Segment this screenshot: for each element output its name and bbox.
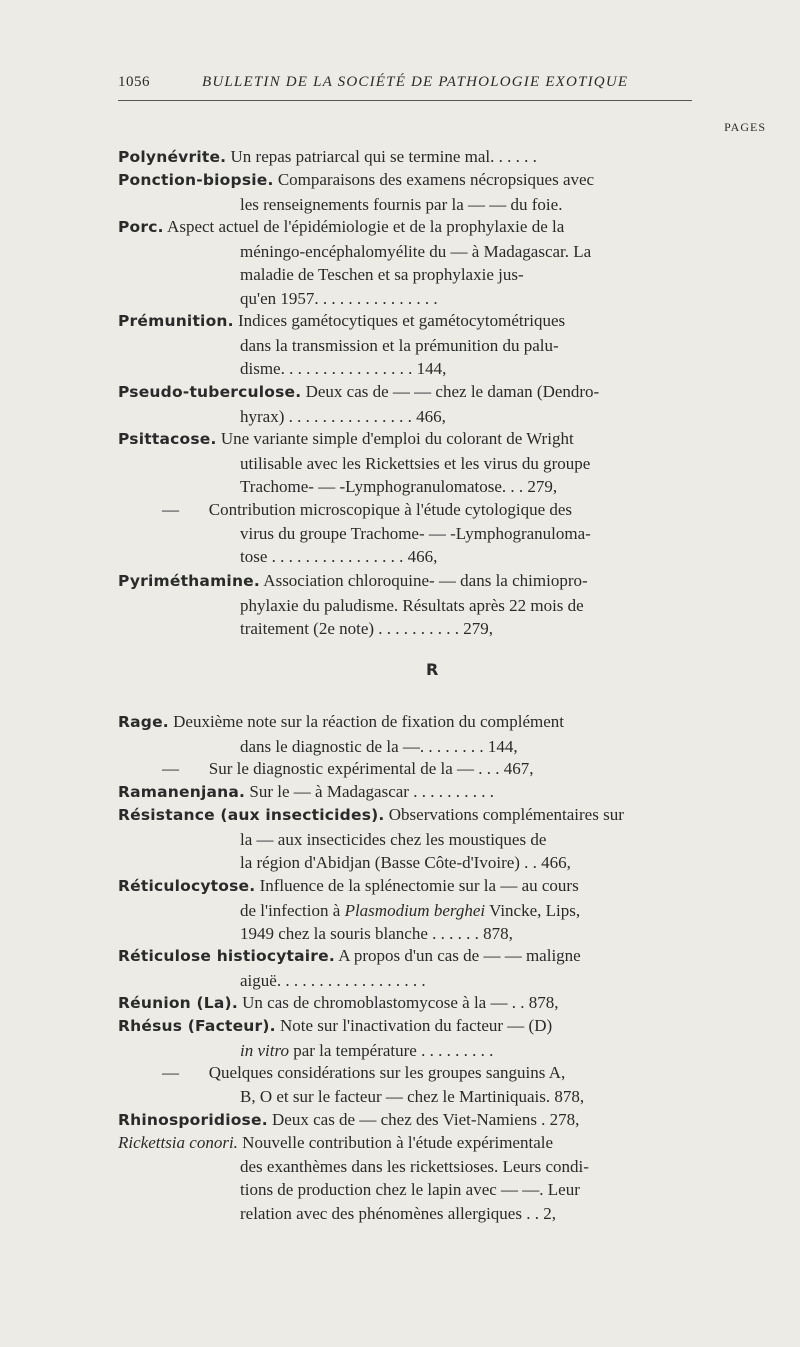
index-entry <box>118 427 693 499</box>
entry-text: Comparaisons des examens nécropsiques avec <box>273 170 595 189</box>
entry-line <box>118 899 693 923</box>
entry-text: tions de production chez le lapin avec — —. Leur <box>240 1180 580 1200</box>
entry-line <box>118 922 693 946</box>
entry-keyword: Polynévrite. <box>118 148 227 166</box>
entry-text: dans la transmission et la prémunition du palu- <box>240 335 559 355</box>
entry-line <box>118 427 693 452</box>
index-entry <box>118 991 693 1016</box>
entry-text: traitement (2e note) . . . . . . . . . . 279, <box>240 619 494 639</box>
entry-text: dans le diagnostic de la —. . . . . . . . 144, <box>240 736 518 756</box>
ditto-dash: — <box>162 500 209 519</box>
entry-text: Deux cas de — chez des Viet-Namiens . 278, <box>267 1110 580 1129</box>
entry-text: in vitro par la température . . . . . . . . . <box>240 1040 494 1060</box>
index-entry <box>118 1014 693 1062</box>
entry-line <box>118 287 693 311</box>
entry-text: disme. . . . . . . . . . . . . . . . 144, <box>240 359 447 379</box>
entry-line <box>118 1131 693 1155</box>
entry-text: hyrax) . . . . . . . . . . . . . . . 466, <box>240 406 446 426</box>
index-entry <box>118 1131 693 1225</box>
ditto-dash: — <box>162 1063 209 1082</box>
section-letter: R <box>426 660 439 679</box>
entry-line <box>118 780 693 805</box>
entry-text: Trachome- — -Lymphogranulomatose. . . 279, <box>240 477 558 497</box>
entry-text: méningo-encéphalomyélite du — à Madagascar. La <box>240 241 592 261</box>
entry-line <box>118 334 693 358</box>
entry-text: Sur le diagnostic expérimental de la — . . . 467, <box>208 759 534 778</box>
entry-line <box>118 145 693 170</box>
entry-text: tose . . . . . . . . . . . . . . . . 466, <box>240 547 438 567</box>
entry-text: Influence de la splénectomie sur la — au cours <box>255 876 579 895</box>
entry-keyword: Rickettsia conori. <box>118 1133 238 1152</box>
entry-line <box>118 475 693 499</box>
page-number: 1056 <box>118 74 150 90</box>
entry-line <box>118 168 693 193</box>
entry-text: la — aux insecticides chez les moustiques de <box>240 829 547 849</box>
entry-line <box>118 1085 693 1109</box>
entry-keyword: Réticulose histiocytaire. <box>118 947 335 965</box>
entry-line <box>118 1061 693 1085</box>
entry-line <box>118 240 693 264</box>
entry-line <box>118 357 693 381</box>
index-entry <box>118 1108 693 1133</box>
entry-text: Nouvelle contribution à l'étude expérimentale <box>237 1133 554 1152</box>
entry-text: Sur le — à Madagascar . . . . . . . . . . <box>245 782 494 801</box>
entry-keyword: Ramanenjana. <box>118 783 246 801</box>
entry-keyword: Porc. <box>118 218 164 236</box>
entry-line <box>118 405 693 429</box>
index-entry <box>118 944 693 992</box>
entry-keyword: Psittacose. <box>118 430 217 448</box>
entry-line <box>118 1108 693 1133</box>
entry-text: 1949 chez la souris blanche . . . . . . 878, <box>240 924 513 944</box>
entry-line <box>118 193 693 217</box>
entry-line <box>118 309 693 334</box>
entry-text: relation avec des phénomènes allergiques . . 2, <box>240 1203 556 1223</box>
entry-line <box>118 215 693 240</box>
entry-keyword: Prémunition. <box>118 312 234 330</box>
entry-line <box>118 617 693 641</box>
entry-keyword: Réunion (La). <box>118 994 238 1012</box>
entry-text: Note sur l'inactivation du facteur — (D) <box>275 1016 553 1035</box>
index-entry <box>118 569 693 641</box>
entry-line <box>118 944 693 969</box>
entry-line <box>118 594 693 618</box>
index-entry <box>118 757 693 781</box>
entry-text: Indices gamétocytiques et gamétocytométriques <box>233 311 566 330</box>
entry-keyword: Pseudo-tuberculose. <box>118 383 302 401</box>
entry-line <box>118 1155 693 1179</box>
entry-text: Une variante simple d'emploi du colorant de Wright <box>216 429 574 448</box>
entry-line <box>118 522 693 546</box>
entry-text: Deux cas de — — chez le daman (Dendro- <box>301 382 600 401</box>
entry-keyword: Résistance (aux insecticides). <box>118 806 385 824</box>
entry-text: phylaxie du paludisme. Résultats après 22 mois de <box>240 595 584 615</box>
journal-title: BULLETIN DE LA SOCIÉTÉ DE PATHOLOGIE EXOTIQUE <box>202 74 629 90</box>
entry-keyword: Rage. <box>118 713 169 731</box>
entry-text: Contribution microscopique à l'étude cytologique des <box>208 500 573 519</box>
entry-text: virus du groupe Trachome- — -Lymphogranuloma- <box>240 523 591 543</box>
entry-text: des exanthèmes dans les rickettsioses. Leurs condi- <box>240 1156 589 1176</box>
entry-line <box>118 263 693 287</box>
entry-text: Observations complémentaires sur <box>384 805 624 824</box>
entry-line <box>118 1202 693 1226</box>
entry-line <box>118 1014 693 1039</box>
entry-text: Association chloroquine- — dans la chimiopro- <box>259 571 588 590</box>
index-entry <box>118 498 693 569</box>
entry-line <box>118 851 693 875</box>
index-entry <box>118 215 693 310</box>
entry-line <box>118 828 693 852</box>
entry-text: de l'infection à Plasmodium berghei Vincke, Lips, <box>240 900 581 920</box>
index-entry <box>118 380 693 428</box>
entry-text: utilisable avec les Rickettsies et les virus du groupe <box>240 453 591 473</box>
index-entry <box>118 710 693 758</box>
entry-line <box>118 569 693 594</box>
entry-keyword: Rhésus (Facteur). <box>118 1017 276 1035</box>
entry-keyword: Ponction-biopsie. <box>118 171 274 189</box>
entry-text: qu'en 1957. . . . . . . . . . . . . . . <box>240 288 438 308</box>
entry-text: les renseignements fournis par la — — du foie. <box>240 194 563 214</box>
entry-line <box>118 1178 693 1202</box>
entry-line <box>118 452 693 476</box>
entry-text: Un repas patriarcal qui se termine mal. . . . . . <box>226 147 537 166</box>
index-entry <box>118 803 693 875</box>
entry-keyword: Rhinosporidiose. <box>118 1111 268 1129</box>
entry-text: Deuxième note sur la réaction de fixation du complément <box>168 712 565 731</box>
entry-text: A propos d'un cas de — — maligne <box>334 946 581 965</box>
index-entry <box>118 780 693 805</box>
entry-line <box>118 735 693 759</box>
entry-line <box>118 803 693 828</box>
pages-column-label: PAGES <box>724 120 766 134</box>
entry-line <box>118 1039 693 1063</box>
entry-line <box>118 757 693 781</box>
index-entry <box>118 1061 693 1108</box>
entry-line <box>118 710 693 735</box>
entry-line <box>118 498 693 522</box>
entry-keyword: Réticulocytose. <box>118 877 256 895</box>
entry-line <box>118 874 693 899</box>
entry-line <box>118 991 693 1016</box>
entry-text: maladie de Teschen et sa prophylaxie jus- <box>240 265 524 285</box>
entry-text: B, O et sur le facteur — chez le Martiniquais. 878, <box>240 1086 585 1106</box>
entry-text: Aspect actuel de l'épidémiologie et de la prophylaxie de la <box>163 217 565 236</box>
entry-text: la région d'Abidjan (Basse Côte-d'Ivoire) . . 466, <box>240 853 571 873</box>
index-entry <box>118 168 693 216</box>
index-entry <box>118 145 693 170</box>
index-entry <box>118 309 693 381</box>
entry-line <box>118 545 693 569</box>
entry-line <box>118 969 693 993</box>
ditto-dash: — <box>162 759 209 778</box>
entry-keyword: Pyriméthamine. <box>118 572 260 590</box>
entry-text: aiguë. . . . . . . . . . . . . . . . . . <box>240 970 426 990</box>
entry-text: Quelques considérations sur les groupes sanguins A, <box>208 1063 566 1082</box>
index-entry <box>118 874 693 946</box>
header-rule <box>118 100 692 101</box>
entry-line <box>118 380 693 405</box>
entry-text: Un cas de chromoblastomycose à la — . . 878, <box>237 993 559 1012</box>
